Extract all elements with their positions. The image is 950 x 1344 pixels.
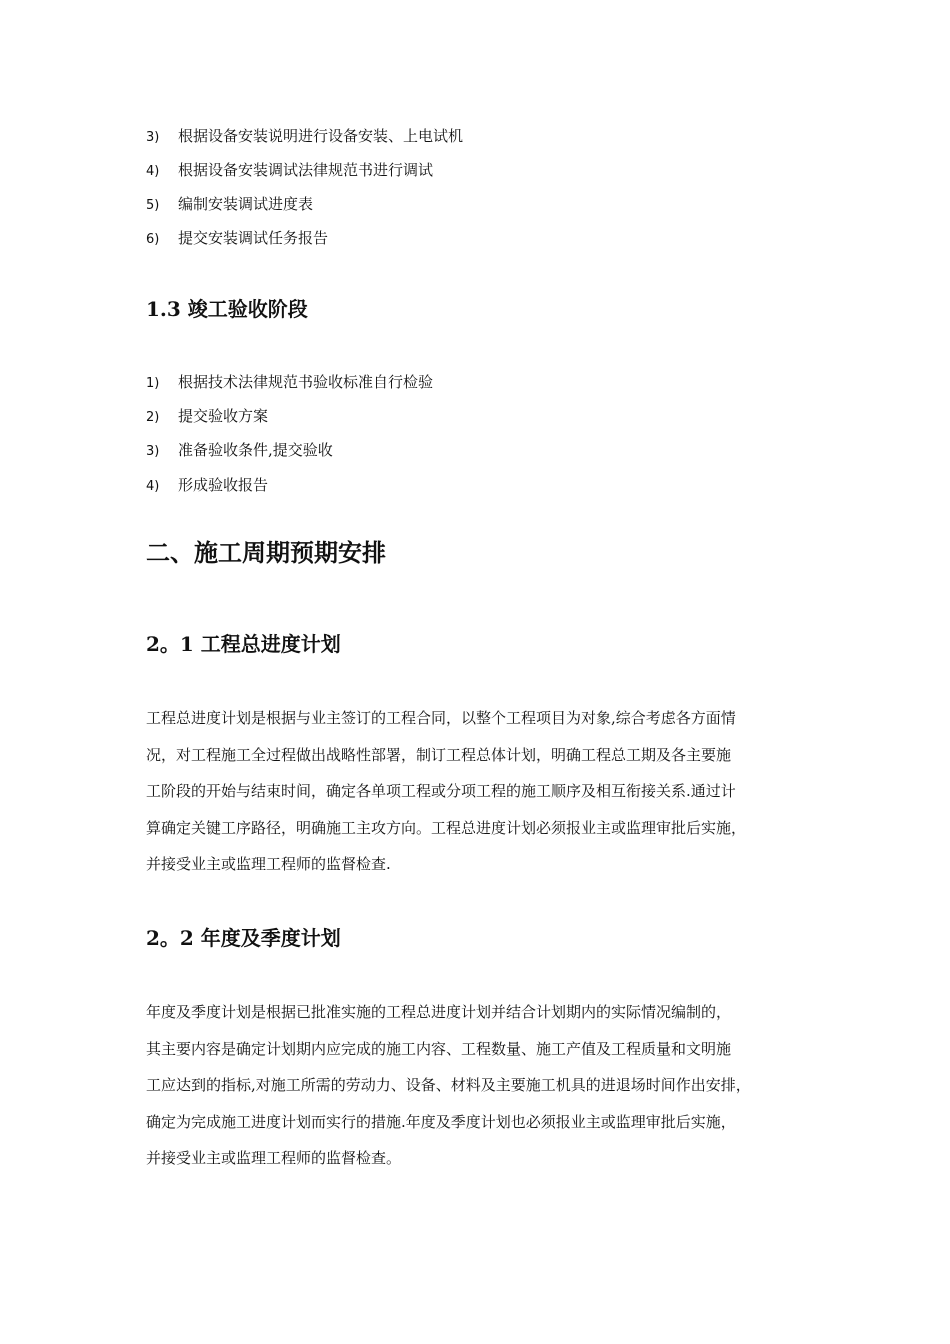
- list-number: 2): [146, 410, 160, 425]
- list-number: 1): [146, 376, 160, 391]
- list-text: 根据设备安装说明进行设备安装、上电试机: [178, 127, 464, 145]
- list-item: [146, 193, 313, 215]
- paragraph-line: 况，对工程施工全过程做出战略性部署，制订工程总体计划，明确工程总工期及各主要施: [146, 745, 732, 764]
- paragraph-line: 工应达到的指标,对施工所需的劳动力、设备、材料及主要施工机具的进退场时间作出安排，: [146, 1076, 751, 1094]
- paragraph-line: 算确定关键工序路径，明确施工主攻方向。工程总进度计划必须报业主或监理审批后实施，: [146, 818, 747, 837]
- paragraph-line: 并接受业主或监理工程师的监督检查.: [146, 855, 391, 873]
- list-item: [146, 439, 333, 461]
- list-number: 3): [146, 130, 160, 145]
- list-item: [146, 474, 268, 496]
- list-number: 6): [146, 232, 160, 247]
- paragraph-line: 工阶段的开始与结束时间，确定各单项工程或分项工程的施工顺序及相互衔接关系.通过计: [146, 782, 736, 800]
- paragraph-2-1: [146, 700, 816, 883]
- list-item: [146, 405, 268, 427]
- section-heading-2-1: 2。1 工程总进度计划: [146, 632, 341, 656]
- paragraph-line: 年度及季度计划是根据已批准实施的工程总进度计划并结合计划期内的实际情况编制的，: [146, 1003, 732, 1021]
- list-text: 提交验收方案: [178, 407, 269, 425]
- list-number: 3): [146, 444, 160, 459]
- section-heading-1-3: 1.3 竣工验收阶段: [146, 297, 308, 321]
- list-text: 根据设备安装调试法律规范书进行调试: [178, 161, 434, 179]
- paragraph-line: 其主要内容是确定计划期内应完成的施工内容、工程数量、施工产值及工程质量和文明施: [146, 1039, 732, 1058]
- list-number: 4): [146, 479, 160, 494]
- list-item: [146, 125, 463, 147]
- list-text: 提交安装调试任务报告: [178, 229, 329, 247]
- section-heading-2-2: 2。2 年度及季度计划: [146, 926, 341, 950]
- paragraph-line: 确定为完成施工进度计划而实行的措施.年度及季度计划也必须报业主或监理审批后实施，: [146, 1112, 736, 1131]
- list-text: 形成验收报告: [178, 476, 269, 494]
- list-item: [146, 371, 433, 393]
- chapter-heading-2: 二、施工周期预期安排: [146, 538, 386, 567]
- list-text: 编制安装调试进度表: [178, 195, 314, 213]
- list-text: 准备验收条件,提交验收: [178, 441, 333, 459]
- paragraph-line: 并接受业主或监理工程师的监督检查。: [146, 1149, 402, 1167]
- list-item: [146, 159, 433, 181]
- list-number: 4): [146, 164, 160, 179]
- list-number: 5): [146, 198, 160, 213]
- list-text: 根据技术法律规范书验收标准自行检验: [178, 373, 434, 391]
- list-item: [146, 227, 328, 249]
- paragraph-2-2: [146, 994, 816, 1177]
- paragraph-line: 工程总进度计划是根据与业主签订的工程合同，以整个工程项目为对象,综合考虑各方面情: [146, 709, 736, 727]
